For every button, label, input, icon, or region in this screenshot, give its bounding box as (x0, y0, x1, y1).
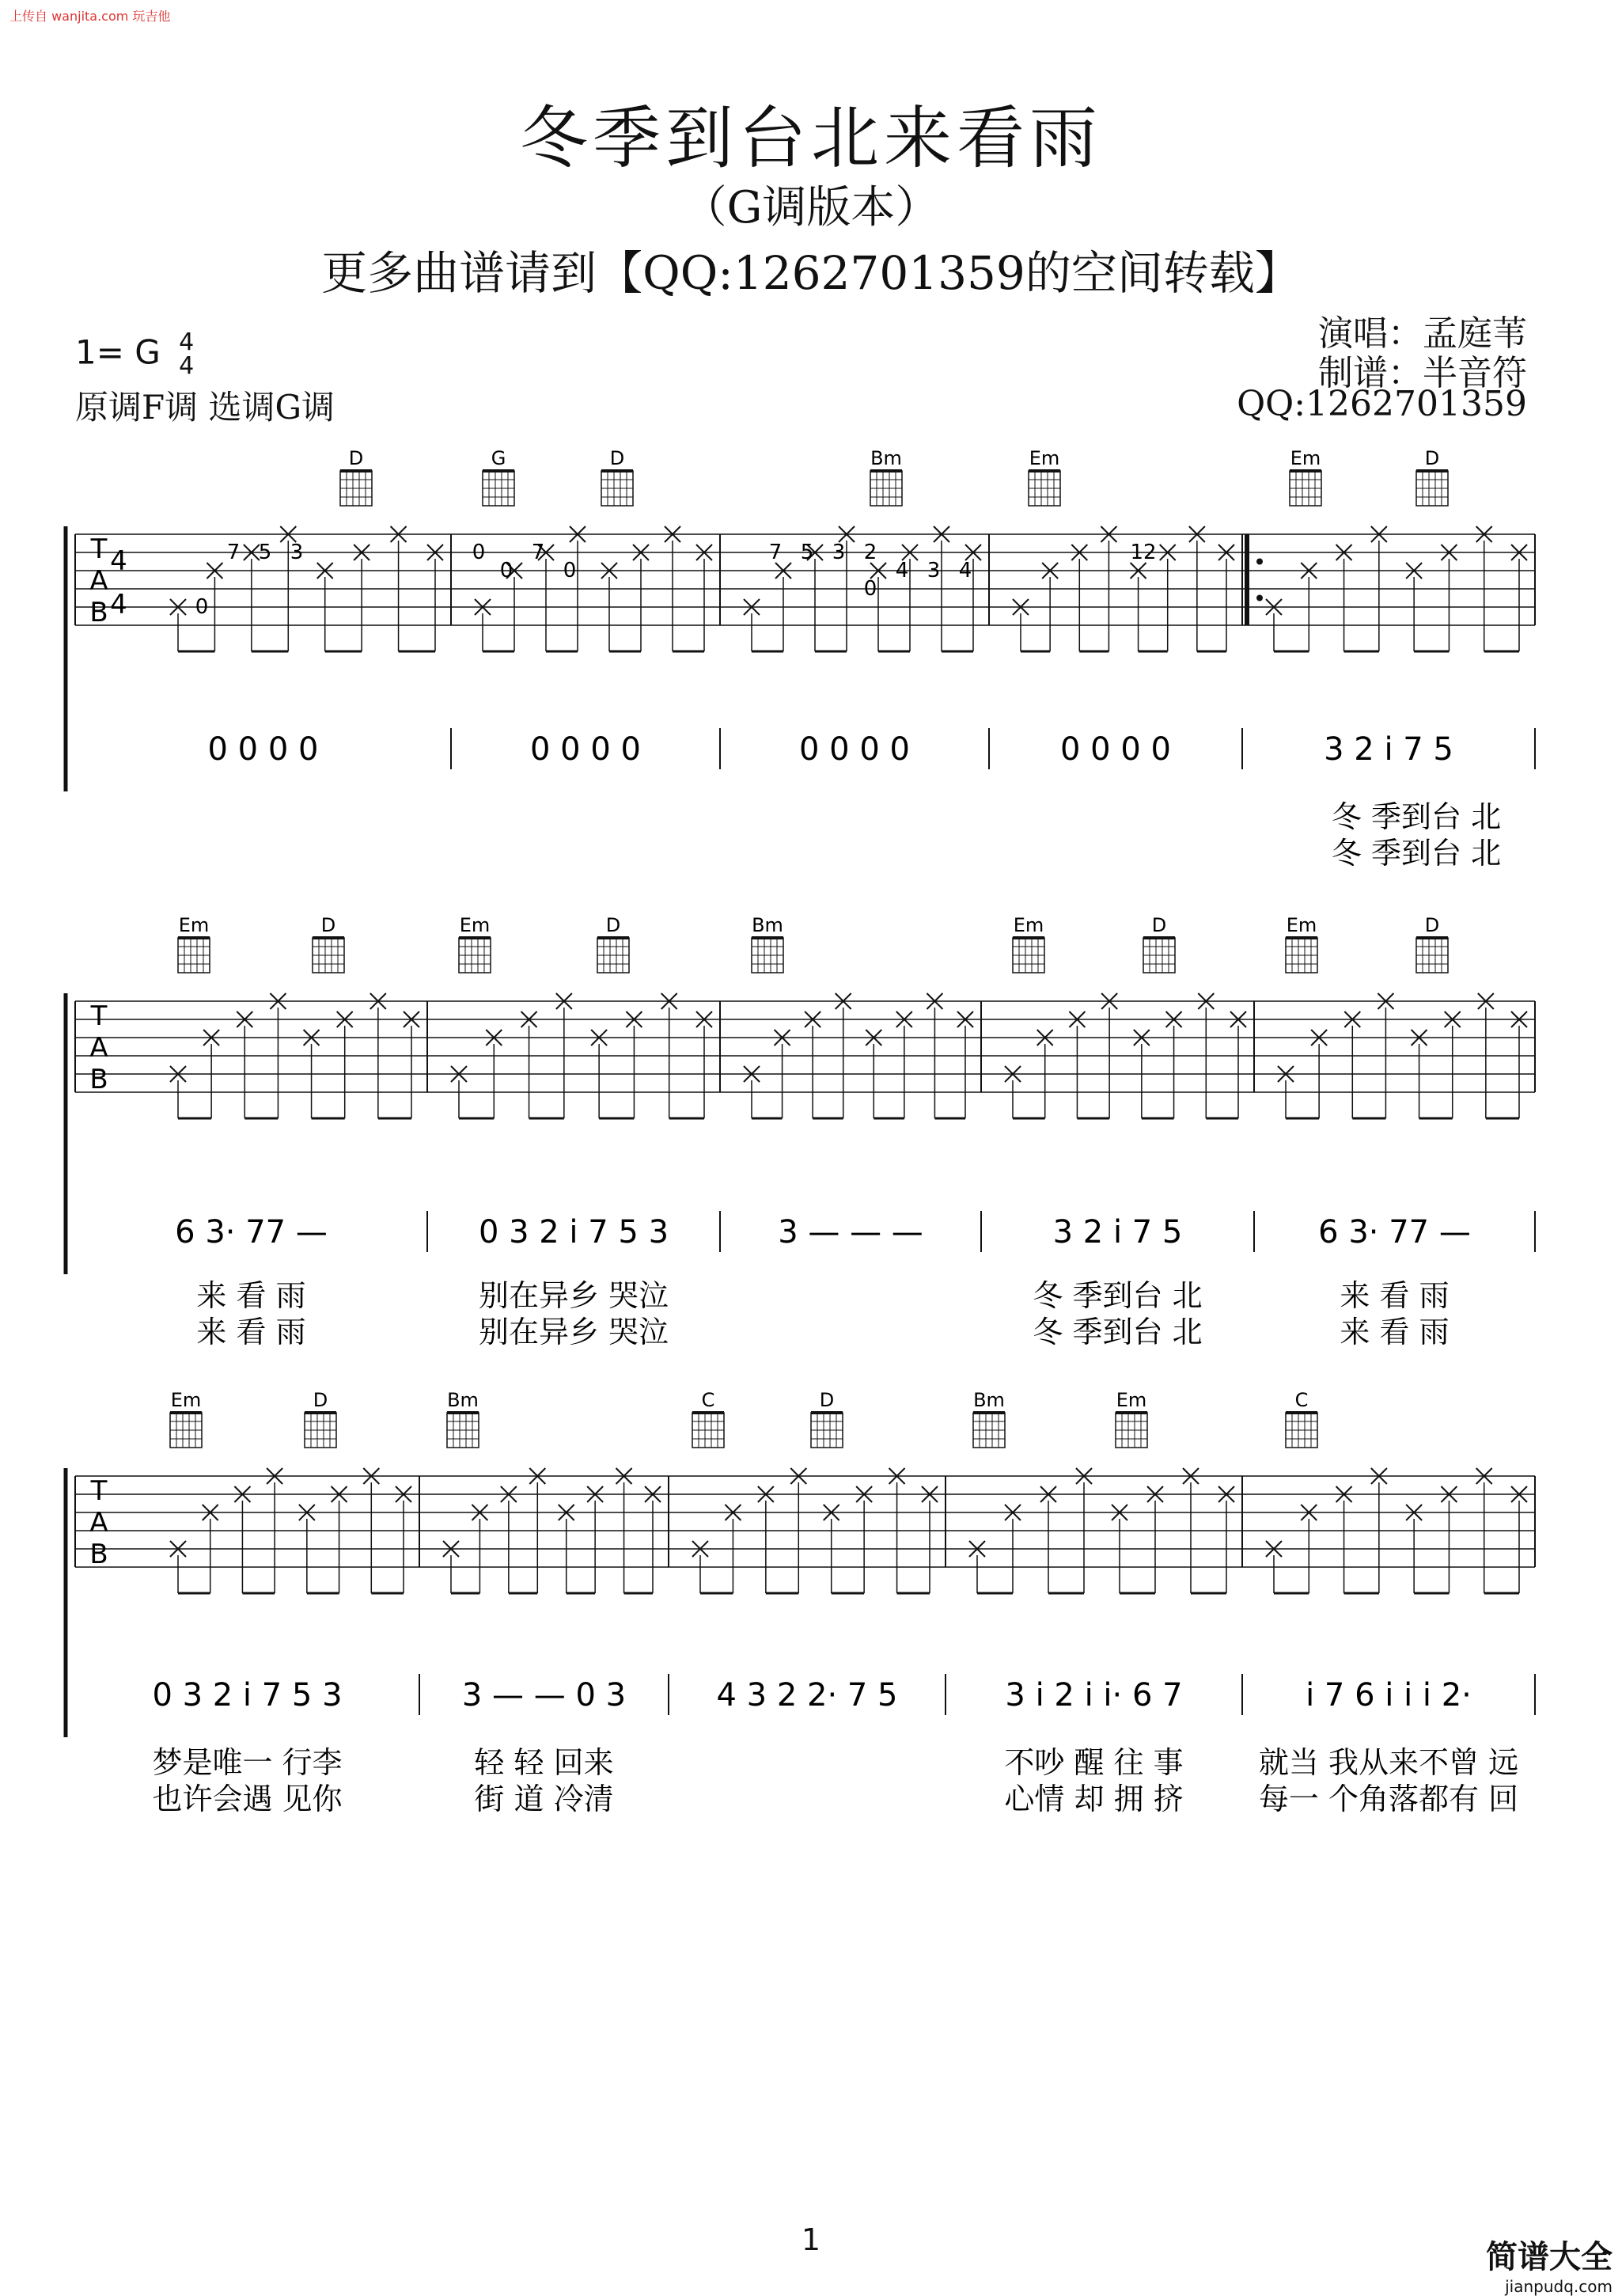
jianpu-measure: 4 3 2 2· 7 5 (716, 1677, 898, 1713)
chord-name: G (491, 447, 506, 469)
jianpu-measure: 0 0 0 0 (207, 731, 319, 768)
tab-fret-number: 0 (472, 541, 486, 564)
lyric-line-2: 别在异乡 哭泣 (478, 1315, 669, 1349)
lyric-line-1: 轻 轻 回来 (474, 1745, 614, 1780)
tab-clef-b: B (89, 597, 108, 628)
version-label: （G调版本） (682, 182, 940, 233)
singer-credit: 演唱：孟庭苇 (1318, 313, 1527, 354)
chord-name: D (1424, 447, 1440, 469)
chord-name: Bm (752, 914, 783, 936)
lyric-line-2: 来 看 雨 (1340, 1315, 1450, 1349)
jianpu-measure: 0 3 2 i 7 5 3 (152, 1677, 343, 1713)
source-note: 更多曲谱请到【QQ:1262701359的空间转载】 (321, 246, 1301, 300)
tab-time-top: 4 (110, 545, 127, 577)
lyric-line-2: 冬 季到台 北 (1033, 1315, 1203, 1349)
lyric-line-1: 不吵 醒 往 事 (1004, 1745, 1184, 1780)
chord-name: D (605, 914, 621, 936)
site-logo: 上传自 wanjita.com 玩吉他 (9, 9, 171, 24)
time-denominator: 4 (179, 352, 195, 380)
tab-fret-number: 0 (195, 595, 209, 619)
tab-fret-number: 3 (290, 541, 304, 564)
lyric-line-1: 冬 季到台 北 (1331, 799, 1502, 834)
chord-name: C (1294, 1389, 1309, 1411)
chord-name: Em (459, 914, 491, 936)
tab-fret-number: 2 (863, 541, 877, 564)
jianpu-measure: 0 3 2 i 7 5 3 (478, 1214, 669, 1250)
lyric-line-2: 也许会遇 见你 (152, 1782, 343, 1816)
qq-credit: QQ:1262701359 (1237, 384, 1527, 424)
tab-clef-b: B (89, 1539, 108, 1570)
tab-fret-number: 7 (768, 541, 783, 564)
tab-clef-t: T (90, 533, 108, 565)
tab-fret-number: 4 (958, 559, 972, 583)
tab-fret-number: 7 (226, 541, 241, 564)
lyric-line-1: 来 看 雨 (196, 1278, 306, 1313)
jianpu-measure: 3 i 2 i i· 6 7 (1005, 1677, 1183, 1713)
tab-fret-number: 5 (800, 541, 814, 564)
chord-name: Em (1286, 914, 1317, 936)
jianpu-measure: 6 3· 77 — (1318, 1214, 1471, 1250)
chord-name: Em (1290, 447, 1321, 469)
jianpu-measure: 6 3· 77 — (175, 1214, 328, 1250)
chord-name: D (320, 914, 336, 936)
tab-fret-number: 4 (895, 559, 909, 583)
tab-fret-number: 7 (531, 541, 545, 564)
time-numerator: 4 (179, 328, 195, 356)
key-info: 原调F调 选调G调 (75, 388, 335, 427)
chord-name: D (1424, 914, 1440, 936)
footer-url: jianpudq.com (1505, 2277, 1613, 2296)
jianpu-measure: 3 2 i 7 5 (1324, 731, 1453, 768)
lyric-line-1: 别在异乡 哭泣 (478, 1278, 669, 1313)
tab-clef-b: B (89, 1064, 108, 1095)
chord-name: Em (178, 914, 210, 936)
footer-logo-text: 简谱大全 (1486, 2239, 1613, 2275)
chord-name: D (1151, 914, 1167, 936)
tab-clef-a: A (89, 565, 108, 597)
chord-name: Em (1029, 447, 1060, 469)
song-title: 冬季到台北来看雨 (520, 99, 1102, 178)
tab-fret-number: 5 (258, 541, 272, 564)
lyric-line-1: 冬 季到台 北 (1033, 1278, 1203, 1313)
lyric-line-2: 每一 个角落都有 回 (1258, 1782, 1519, 1816)
lyric-line-1: 梦是唯一 行李 (152, 1745, 343, 1780)
chord-name: D (819, 1389, 835, 1411)
arranger-credit: 制谱：半音符 (1318, 353, 1527, 393)
tab-fret-number: 0 (863, 577, 877, 601)
page-number: 1 (801, 2222, 821, 2257)
chord-name: Em (170, 1389, 202, 1411)
jianpu-measure: i 7 6 i i i 2· (1306, 1677, 1472, 1713)
chord-name: Bm (447, 1389, 479, 1411)
jianpu-measure: 0 0 0 0 (1060, 731, 1171, 768)
tab-clef-t: T (90, 1475, 108, 1507)
lyric-line-2: 来 看 雨 (196, 1315, 306, 1349)
repeat-dot (1256, 595, 1263, 602)
jianpu-measure: 3 2 i 7 5 (1052, 1214, 1183, 1250)
tab-fret-number: 12 (1130, 541, 1157, 564)
chord-name: Bm (870, 447, 902, 469)
tab-fret-number: 0 (499, 559, 514, 583)
repeat-dot (1256, 559, 1263, 565)
lyric-line-2: 街 道 冷清 (474, 1782, 614, 1816)
lyric-line-1: 就当 我从来不曾 远 (1258, 1745, 1519, 1780)
jianpu-measure: 0 0 0 0 (530, 731, 641, 768)
chord-name: Em (1116, 1389, 1147, 1411)
tab-fret-number: 0 (563, 559, 577, 583)
jianpu-measure: 0 0 0 0 (799, 731, 910, 768)
chord-name: Em (1013, 914, 1044, 936)
chord-name: C (701, 1389, 715, 1411)
lyric-line-2: 冬 季到台 北 (1331, 836, 1502, 871)
tab-clef-t: T (90, 1000, 108, 1032)
lyric-line-1: 来 看 雨 (1340, 1278, 1450, 1313)
key-label: 1= G (75, 332, 161, 372)
chord-name: Bm (973, 1389, 1005, 1411)
tab-time-bottom: 4 (110, 589, 127, 620)
tab-fret-number: 3 (927, 559, 941, 583)
chord-name: D (313, 1389, 328, 1411)
tab-fret-number: 3 (832, 541, 846, 564)
chord-name: D (609, 447, 625, 469)
lyric-line-2: 心情 却 拥 挤 (1004, 1782, 1184, 1816)
tab-clef-a: A (89, 1507, 108, 1539)
jianpu-measure: 3 — — 0 3 (461, 1677, 627, 1713)
tab-clef-a: A (89, 1032, 108, 1064)
footer-logo (1486, 2232, 1613, 2296)
jianpu-measure: 3 — — — (778, 1214, 923, 1250)
chord-name: D (348, 447, 364, 469)
